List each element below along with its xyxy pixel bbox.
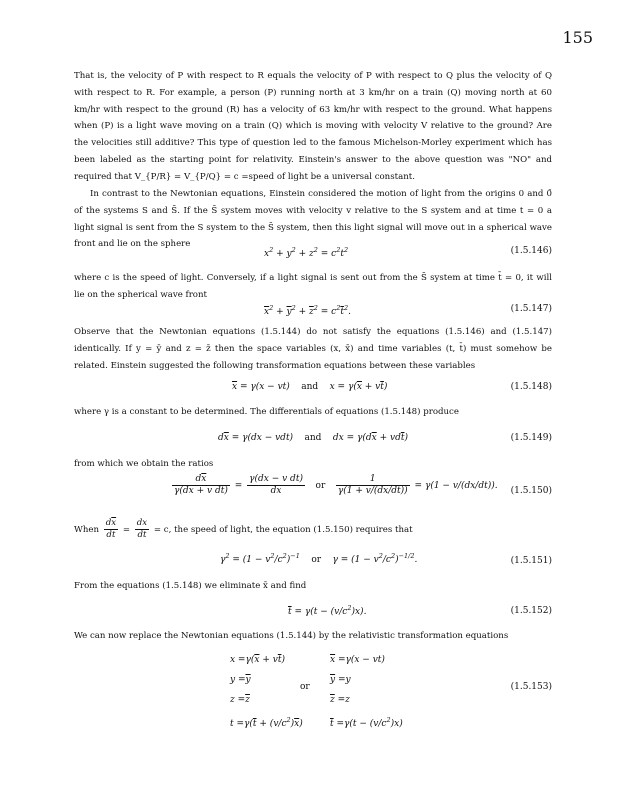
equation-number: (1.5.148) — [510, 382, 552, 392]
paragraph-5-text: where γ is a constant to be determined. The differentials of equations (1.5.148) produce — [74, 407, 459, 417]
paragraph-9 — [74, 628, 552, 645]
paragraph-4-text: Observe that the Newtonian equations (1.5.144) do not satisfy the equations (1.5.146) and (1.5.147) identically. If y = ȳ and z = z̄ then the space variables (x, x̄) and time variables (t, t̄) must somehow be related. Einstein suggested the following transformation equations between these variables — [74, 327, 552, 371]
and-label: and — [301, 382, 319, 392]
paragraph-5 — [74, 404, 552, 421]
paragraph-8 — [74, 578, 552, 595]
paragraph-1 — [74, 68, 552, 186]
paragraph-9-text: We can now replace the Newtonian equations (1.5.144) by the relativistic transformation equations — [74, 631, 509, 641]
equation-1-5-150: $\frac{d\overline{x}}{\gamma(d\overline{x} + v d\overline{t})}$ = $\frac{\text{γ(dx − v dt)}}{dx}$ or $\frac{1}{\gamma(1 + v/(d\overline{x}/d\overline{t}))}$ = γ(1 − v/(dx/dt)). (1.5.150) — [174, 474, 552, 496]
or-label: or — [311, 555, 322, 565]
paragraph-3-text: where c is the speed of light. Conversely, if a light signal is sent out from the S̄ system at time t̄ = 0, it will lie on the spherical wave front — [74, 273, 552, 300]
paragraph-3 — [74, 270, 552, 304]
equation-number: (1.5.147) — [510, 304, 552, 314]
paragraph-8-text: From the equations (1.5.148) we eliminate x̄ and find — [74, 581, 307, 591]
paragraph-2 — [74, 186, 552, 253]
page-number: 155 — [562, 28, 593, 47]
equation-number: (1.5.149) — [510, 433, 552, 443]
or-label: or — [300, 682, 310, 692]
equation-1-5-153: $x =\gamma(\overline{x} + v\overline{t})$ $y =\overline{y}$ $z =\overline{z}$ $t =\gamma(\overline{t} + (v/c^2)\overline{x})$ or $\overline{x} =\gamma(x - vt)$ $\overline{y} =y$ $\overline{z} =z$ $\overline{t} =\gamma(t - (v/c^2)x)$ (1.5.153) — [230, 655, 552, 729]
equation-number: (1.5.152) — [510, 606, 552, 616]
paragraph-6-text: from which we obtain the ratios — [74, 459, 214, 469]
paragraph-7-when: When — [74, 525, 99, 535]
paragraph-7-text: = c, the speed of light, the equation (1.5.150) requires that — [153, 525, 413, 535]
or-label: or — [315, 481, 326, 491]
paragraph-1-text: That is, the velocity of P with respect to R equals the velocity of P with respect to Q plus the velocity of Q with respect to R. For example, a person (P) running north at 3 km/hr on a train (Q) moving north at 60 km/hr with respect to the ground (R) has a velocity of 63 km/hr with respect to the ground. What happens when (P) is a light wave moving on a train (Q) which is moving with velocity V relative to the ground? Are the velocities still additive? This type of question led to the famous Michelson-Morley experiment which has been labeled as the starting point for relativity. Einstein's answer to the above question was "NO" and required that V_{P/R} = V_{P/Q} = c =speed of light be a universal constant. — [74, 71, 552, 182]
equation-1-5-151: $\gamma^2 = (1 - v^2/c^2)^{-1}$ or $\gamma = (1 - v^2/c^2)^{-1/2}$. (1.5.151) — [220, 552, 552, 566]
paragraph-7: When $\frac{d\overline{x}}{d\overline{t}}$ = $\frac{dx}{dt}$ = c, the speed of light, the equation (1.5.150) requires that — [74, 518, 413, 540]
paragraph-2-text: In contrast to the Newtonian equations, Einstein considered the motion of light from the origins 0 and 0̄ of the systems S and S̄. If the S̄ system moves with velocity v relative to the S system and at time t = 0 a light signal is sent from the S system to the S̄ system, then this light signal will move out in a spherical wave front and lie on the sphere — [74, 189, 552, 250]
equation-number: (1.5.146) — [510, 246, 552, 256]
paragraph-6 — [74, 456, 552, 473]
equation-number: (1.5.150) — [510, 486, 552, 496]
equation-number: (1.5.151) — [510, 556, 552, 566]
equation-number: (1.5.153) — [510, 682, 552, 692]
and-label: and — [304, 433, 322, 443]
equation-1-5-152: $\overline{t} = \gamma(t - (v/c^2)x)$. (1.5.152) — [288, 604, 552, 617]
paragraph-4 — [74, 324, 552, 374]
